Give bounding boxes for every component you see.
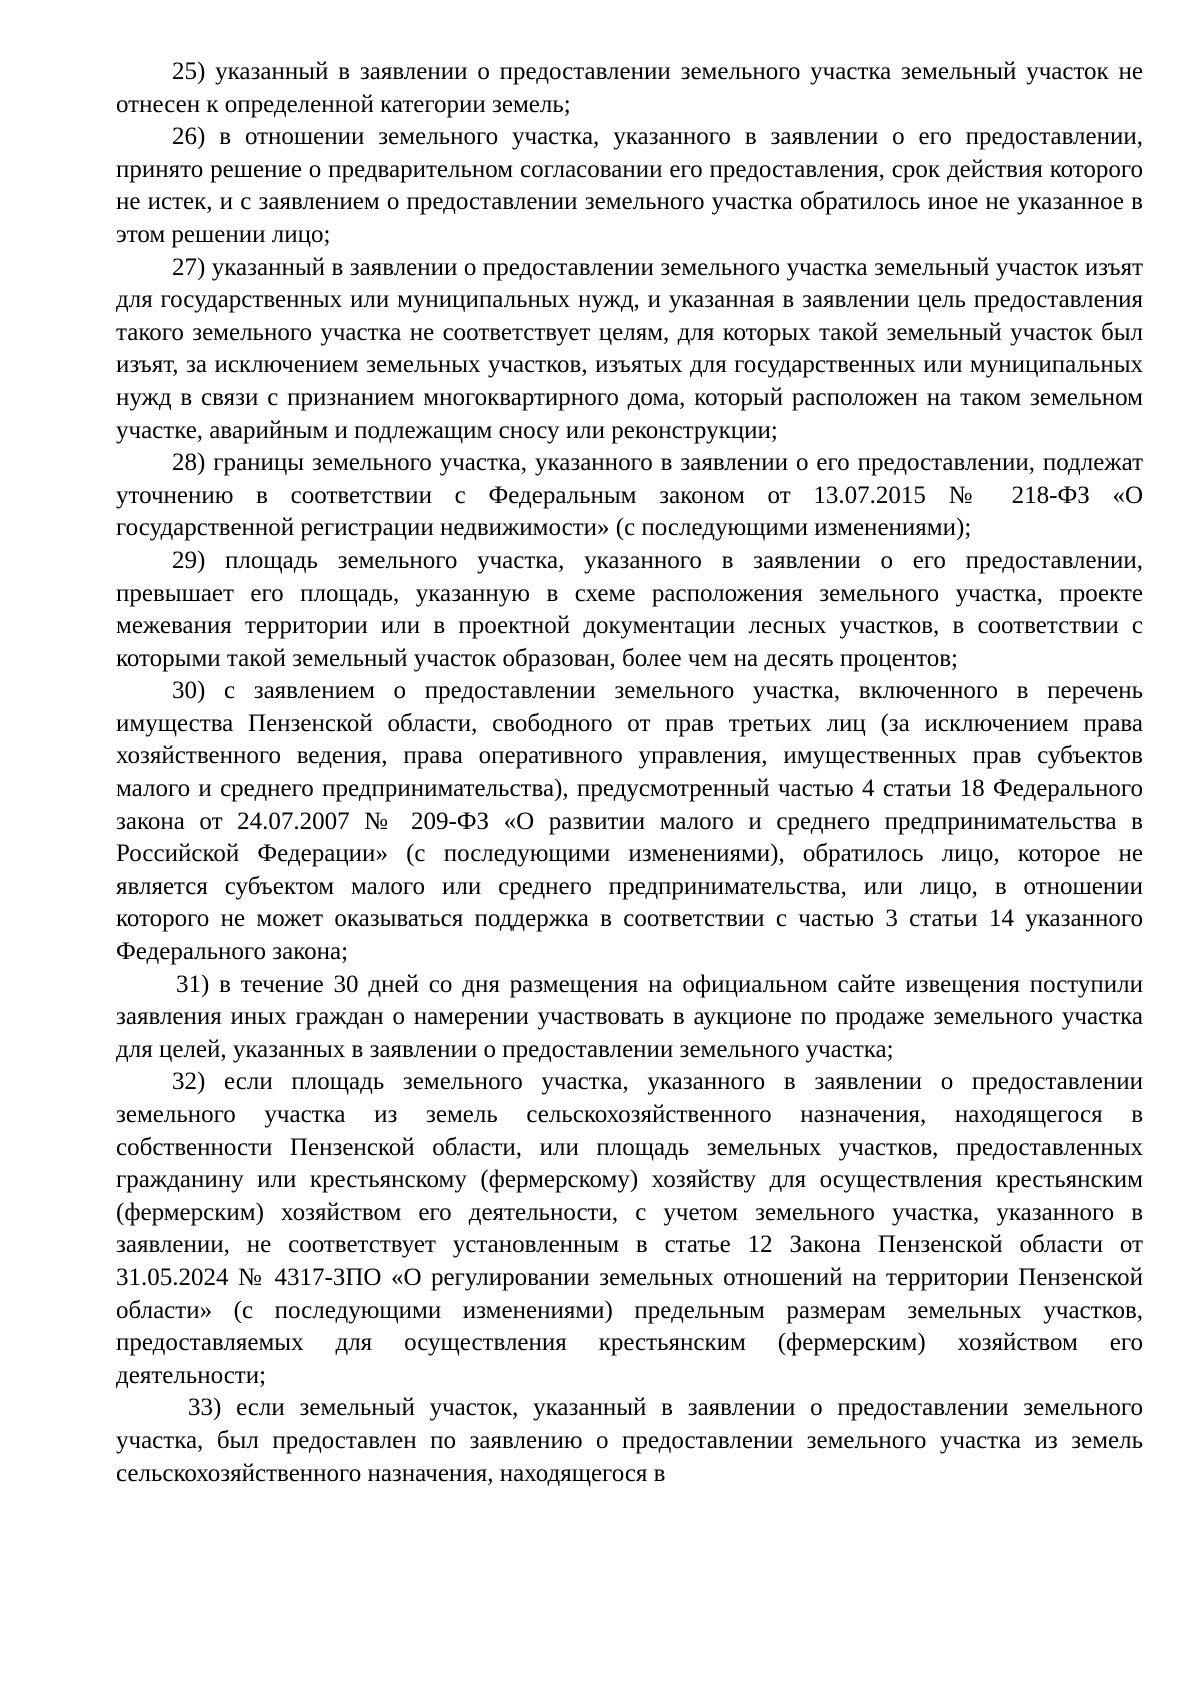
- paragraph-26: 26) в отношении земельного участка, указанного в заявлении о его предоставлении, принято решение о предварительном согласовании его предоставления, срок действия которого не истек, и с заявлением о предоставлении земельного участка обратилось иное не указанное в этом решении лицо;: [116, 123, 1143, 248]
- paragraph-27: 27) указанный в заявлении о предоставлении земельного участка земельный участок изъят для государственных или муниципальных нужд, и указанная в заявлении цель предоставления такого земельного участка не соответствует целям, для которых такой земельный участок был изъят, за исключением земельных участков, изъятых для государственных или муниципальных нужд в связи с признанием многоквартирного дома, который расположен на таком земельном участке, аварийным и подлежащим сносу или реконструкции;: [116, 253, 1143, 444]
- paragraph-25: 25) указанный в заявлении о предоставлении земельного участка земельный участок не отнесен к определенной категории земель;: [116, 58, 1143, 118]
- paragraph-28: 28) границы земельного участка, указанного в заявлении о его предоставлении, подлежат уточнению в соответствии с Федеральным законом от 13.07.2015 № 218-ФЗ «О государственной регистрации недвижимости» (с последующими изменениями);: [116, 449, 1143, 542]
- paragraph-32: 32) если площадь земельного участка, указанного в заявлении о предоставлении земельного участка из земель сельскохозяйственного назначения, находящегося в собственности Пензенской области, или площадь земельных участков, предоставленных гражданину или крестьянскому (фермерскому) хозяйству для осуществления крестьянским (фермерским) хозяйством его деятельности, с учетом земельного участка, указанного в заявлении, не соответствует установленным в статье 12 Закона Пензенской области от 31.05.2024 № 4317-ЗПО «О регулировании земельных отношений на территории Пензенской области» (с последующими изменениями) предельным размерам земельных участков, предоставляемых для осуществления крестьянским (фермерским) хозяйством его деятельности;: [116, 1068, 1143, 1389]
- paragraph-30: 30) с заявлением о предоставлении земельного участка, включенного в перечень имущества Пензенской области, свободного от прав третьих лиц (за исключением права хозяйственного ведения, права оперативного управления, имущественных прав субъектов малого и среднего предпринимательства), предусмотренный частью 4 статьи 18 Федерального закона от 24.07.2007 № 209-ФЗ «О развитии малого и среднего предпринимательства в Российской Федерации» (с последующими изменениями), обратилось лицо, которое не является субъектом малого или среднего предпринимательства, или лицо, в отношении которого не может оказываться поддержка в соответствии с частью 3 статьи 14 указанного Федерального закона;: [116, 677, 1143, 966]
- paragraph-33: 33) если земельный участок, указанный в заявлении о предоставлении земельного участка, был предоставлен по заявлению о предоставлении земельного участка из земель сельскохозяйственного назначения, находящегося в: [116, 1394, 1143, 1487]
- paragraph-31: 31) в течение 30 дней со дня размещения на официальном сайте извещения поступили заявления иных граждан о намерении участвовать в аукционе по продаже земельного участка для целей, указанных в заявлении о предоставлении земельного участка;: [116, 970, 1143, 1063]
- paragraph-29: 29) площадь земельного участка, указанного в заявлении о его предоставлении, превышает его площадь, указанную в схеме расположения земельного участка, проекте межевания территории или в проектной документации лесных участков, в соответствии с которыми такой земельный участок образован, более чем на десять процентов;: [116, 546, 1143, 672]
